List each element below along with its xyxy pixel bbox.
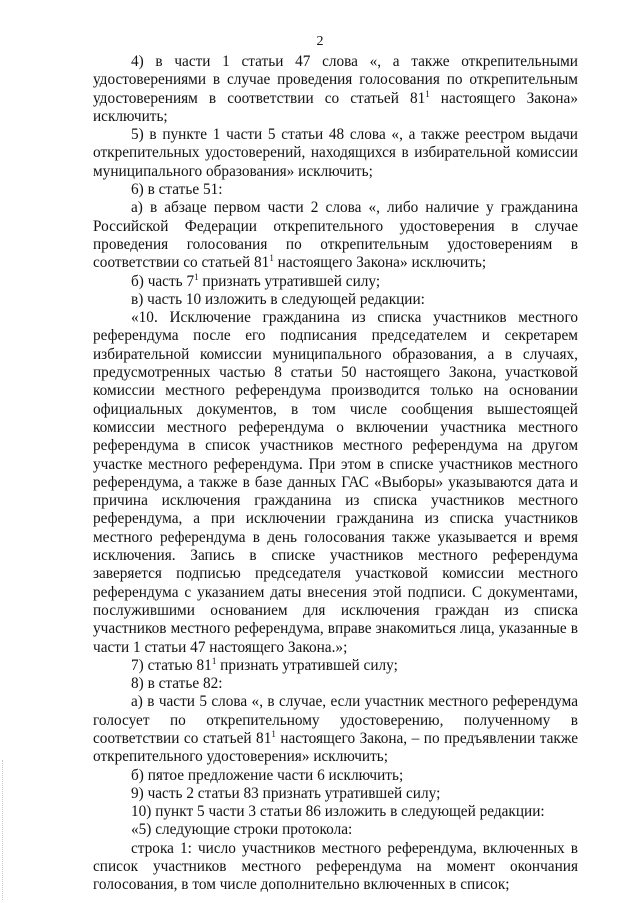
superscript: 1	[271, 728, 276, 739]
paragraph-text: настоящего Закона, – по предъявлении также открепительного удостоверения» исключить;	[93, 729, 578, 766]
paragraph-text: б) часть 7	[131, 272, 195, 290]
paragraph-text: 8) в статье 82:	[131, 675, 223, 693]
paragraph	[93, 803, 578, 821]
paragraph-text: б) пятое предложение части 6 исключить;	[131, 766, 404, 784]
paragraph	[93, 693, 578, 766]
paragraph-text: а) в абзаце первом части 2 слова «, либо наличие у гражданина Российской Федерации открепительного удостоверения в случае проведения голосования по открепительным удостоверениям в соответствии со статьей 81	[93, 199, 578, 272]
paragraph-text: а) в части 5 слова «, в случае, если участник местного референдума голосует по открепительному удостоверению, полученному в соответствии со статьей 81	[93, 693, 578, 747]
page-number: 2	[316, 34, 324, 49]
paragraph-text: настоящего Закона» исключить;	[93, 89, 578, 125]
paragraph	[93, 657, 578, 675]
paragraph-text: строка 1: число участников местного референдума, включенных в список участников местного референдума на момент окончания голосования, в том числе дополнительно включенных в список;	[93, 839, 578, 894]
paragraph-text: 9) часть 2 статьи 83 признать утратившей силу;	[131, 784, 441, 802]
paragraph	[93, 126, 578, 181]
superscript: 1	[194, 271, 199, 282]
paragraph-text: 4) в части 1 статьи 47 слова «, а также открепительными удостоверениями в случае проведения голосования по открепительным удостоверениям в соответствии со статьей 81	[93, 53, 578, 107]
paragraph	[93, 53, 578, 126]
paragraph	[93, 840, 578, 895]
paragraph-text: настоящего Закона» исключить;	[273, 254, 487, 272]
paragraph-text: 10) пункт 5 части 3 статьи 86 изложить в следующей редакции:	[131, 803, 545, 821]
paragraph	[93, 199, 578, 272]
paragraph-text: 5) в пункте 1 части 5 статьи 48 слова «, а также реестром выдачи открепительных удостоверений, находящихся в избирательной комиссии муниципального образования» исключить;	[93, 126, 578, 180]
superscript: 1	[211, 655, 217, 666]
paragraph-text: 6) в статье 51:	[131, 181, 223, 199]
paragraph	[93, 273, 578, 291]
paragraph	[93, 309, 578, 657]
paragraph	[93, 291, 578, 309]
paragraph-text: «5) следующие строки протокола:	[131, 821, 353, 839]
paragraph-text: признать утратившей силу;	[216, 656, 398, 674]
superscript: 1	[269, 253, 274, 264]
paragraph	[93, 821, 578, 839]
paragraph-text: «10. Исключение гражданина из списка участников местного референдума после его подписания председателем и секретарем избирательной комиссии муниципального образования, а в случаях, предусмотренных частью 8 статьи 50 настоящего Закона, участковой комиссии местного референдума производится только на основании официальных документов, в том числе сообщения вышестоящей комиссии местного референдума о включении участника местного референдума в список участников местного референдума на другом участке местного референдума. При этом в списке участников местного референдума, а также в базе данных ГАС «Выборы» указываются дата и причина исключения гражданина из списка участников местного референдума, а при исключении гражданина из списка участников местного референдума в день голосования также указывается и время исключения. Запись в списке участников местного референдума заверяется подписью председателя участковой комиссии местного референдума с указанием даты внесения этой подписи. С документами, послужившими основанием для исключения граждан из списка участников местного референдума, вправе знакомиться лица, указанные в части 1 статьи 47 настоящего Закона.»;	[93, 309, 578, 656]
scan-edge-marks	[2, 760, 5, 900]
document-body	[93, 53, 578, 895]
paragraph	[93, 181, 578, 199]
paragraph-text: признать утратившей силу;	[198, 272, 381, 290]
superscript: 1	[425, 88, 430, 99]
paragraph-text: в) часть 10 изложить в следующей редакции:	[131, 290, 425, 308]
paragraph	[93, 767, 578, 785]
paragraph-text: 7) статью 81	[131, 656, 212, 674]
paragraph	[93, 675, 578, 693]
paragraph	[93, 785, 578, 803]
